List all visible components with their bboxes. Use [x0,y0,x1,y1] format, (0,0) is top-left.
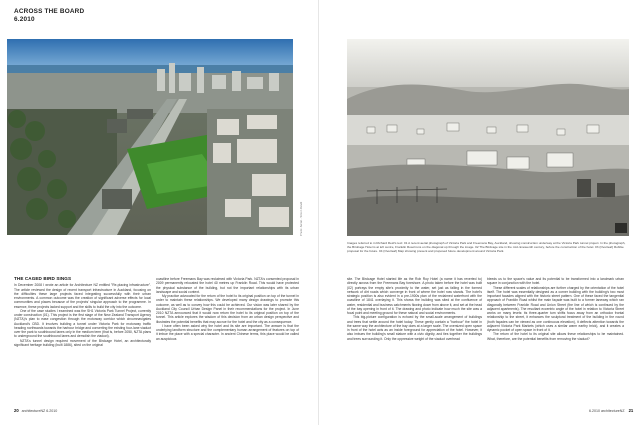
photo-credit [293,200,301,236]
paragraph: These different scales of relationships are further charged by the orientation of the hotel itself. The hotel was essentially designed as a corner building with the building's two most important facades aligned with the historic street pattern. One of these faced the tangential approach of Franklin Road whilst the main façade was built to a former laneway which ran diagonally between Franklin Road and Union Street (the line of which is continued by the adjacent apartments). The resultant eccentric angle of the hotel in relation to Victoria Street works on many levels: its three-quarter turn shifts focus away from an orthodox frontal relationship to the street, it enhances the sculptural treatment of the building in the round (both façades can be viewed as one continuous elevation), it deflects attention towards the adjacent Victoria Park Markets (which uses a similar warm earthy brick), and it creates a dynamic pocket of open space in front of it. [487,285,624,332]
footer-left-text: architectureNZ 6.2010 [21,409,58,413]
paragraph: The return of the hotel to its original site allows these relationships to be maintained. What, therefore, are the potential benefits from removing the viaduct? [487,332,624,341]
paragraph: One of the case studies I examined was the SH1 Victoria Park Tunnel Project, currently under construction (01). This project is the first stage of the New Zealand Transport Agency (NZTA)'s plan to ease congestion through the motorway corridor which circumnavigates Auckland's CBD. It involves building a tunnel under Victoria Park for motorway traffic heading northwards towards the harbour bridge and converting the existing four-lane viaduct over the park to southbound lanes only in the medium term (that is, before 2050, NZTA plans to underground the southbound lanes and demolish the viaduct). [14,308,151,339]
article-column-3 [347,277,482,341]
photo-caption: Images referred to in Richard Reid's text: 01 A recent aerial photograph of Victoria Park and Freemans Bay, Auckland, showing construction underway at the Victoria Park tunnel project. In the photograph, the Birdcage Hotel is at left centre, Franklin Road runs on the diagonal up through the image. 02 The Birdcage site in the mid-nineteenth century, before the construction of the hotel. 03 (Overleaf) Robbie proposal for the future. 04 (Overleaf) Map showing present and proposed future development around Victoria Park. [347,241,626,254]
page-number-right: 21 [628,408,634,413]
paragraph: bleeds us to the space's value and its potential to be transformed into a landmark urban square in conjunction with the hotel. [487,277,624,286]
footer-left [14,408,57,413]
series-title [14,8,84,23]
photo-credit-text: Photo: Aerial - Simon Devitt [299,201,303,236]
right-page [319,0,638,425]
paragraph: My practice advocated for the return of the hotel to its original position on top of the tunnel in order to maintain these relationships. We developed many design drawings to promote this outcome, as well as to convey how this could be achieved. Our vision was later shared by the Auckland City Council Urban Design Panel in their recommendations for the project. In June 2010 NZTA announced that it would now return the hotel to its original position on top of the tunnel. This article explores the wisdom of this decision from an urban design perspective and illustrates the potential benefits that may accrue for the hotel and the city as a consequence. [156,294,299,324]
paragraph: coastline before Freemans Bay was reclaimed with Victoria Park. NZTA's consented proposal in 2009 permanently relocated the hotel 40 metres up Franklin Road. This would have protected the physical substance of the building, but not the important relationships with its urban landscape and social context. [156,277,299,294]
article-heading: THE CAGED BIRD SINGS [14,276,72,281]
series-issue: 6.2010 [14,15,35,23]
paragraph: I have often been asked why the hotel and its site are important. The answer is that the underlying landform structure and the complementary human arrangement of features on top of it imbue the place with a special character. In ancient Chinese terms, this place would be called an auspicious [156,323,299,341]
article-column-1 [14,277,151,347]
historic-photo [347,39,629,236]
paragraph: This big-picture configuration is echoed by the small-scale arrangement of buildings and trees that settle around the hotel today. These gently contain a "harbour" the hotel in the same way the architecture of the bay does at a larger scale. The oversized open space in front of the hotel acts as an inside foreground for appreciation of the hotel. However, it also imbues the building's small stature with a civic dignity, and ties together the buildings and trees surrounding it. Only the oppressive weight of the viaduct overhead [347,315,482,341]
footer-right [589,408,633,413]
article-column-2 [156,277,299,341]
page-number-left: 20 [14,408,19,413]
paragraph: site. The Birdcage Hotel started life as the Rob Roy Hotel (a name it has reverted to) directly across from the Freemans Bay foreshore. A photo taken before the hotel was built (02) portrays the empty site's proximity to the water, set just as falling in the formed network of dirt roads which converge in front of where the hotel now stands. The hotel's strategic position is also evident in a pre-1900s plan of the reclaimed waterfront with the coastline of 1841 overlaying it. This shows the building was sited at the confluence of water, residential and business catchments flowing down from above it, and set at the head of the bay opening in front of it. The drawing and photo indicate how much the site was a focal point and meeting ground for these natural and social environments. [347,277,482,315]
article-column-4 [487,277,624,341]
footer-right-text: 6.2010 architectureNZ [589,409,625,413]
aerial-photo [7,39,293,235]
paragraph: In December 2008 I wrote an article for Architecture NZ entitled "Re-placing infrastructure". The article reviewed the design of recent transport infrastructure in Auckland, focusing on the difficulties these large projects faced integrating successfully with their urban environments. A common outcome was the creation of significant adverse effects for local communities and places because of the projects' singular approach to the programme. In essence, these projects lacked support and the skills to build the city into the outcome. [14,283,151,309]
paragraph: NZTA's tunnel design required movement of the Birdcage Hotel, an architecturally significant heritage building (built 1886), sited on the original [14,338,151,347]
series-name: ACROSS THE BOARD [14,8,85,15]
